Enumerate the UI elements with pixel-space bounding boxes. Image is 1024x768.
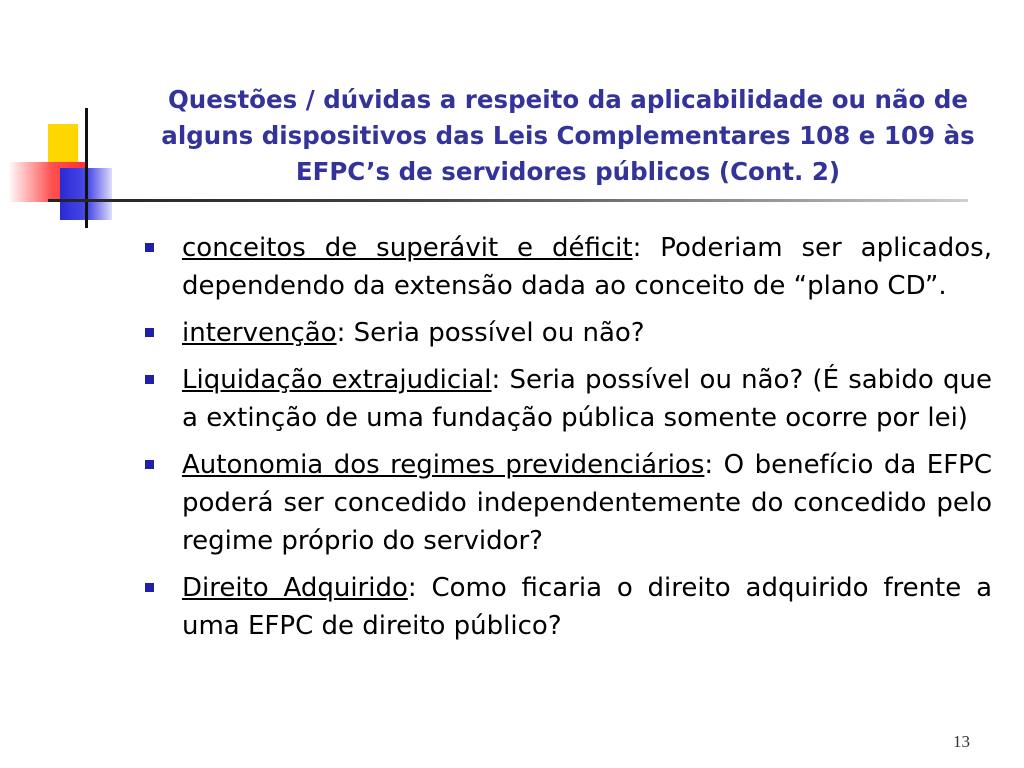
item-text	[182, 314, 992, 352]
item-description: : Seria possível ou não? (É sabido que a extinção de uma fundação pública somente ocorre por lei)	[182, 365, 992, 433]
list-item	[140, 229, 992, 305]
item-term: Liquidação extrajudicial	[182, 365, 492, 395]
bullet-square-icon	[145, 375, 154, 384]
page-number: 13	[953, 732, 970, 751]
item-term: Autonomia dos regimes previdenciários	[182, 450, 705, 480]
bullet-square-icon	[145, 583, 154, 592]
logo-vertical-line	[85, 108, 88, 228]
bullet-square-icon	[145, 328, 154, 337]
item-term: Direito Adquirido	[182, 573, 408, 603]
item-term: intervenção	[182, 318, 337, 348]
item-description: : Poderiam ser aplicados, dependendo da extensão dada ao conceito de “plano CD”.	[182, 233, 992, 301]
item-text	[182, 361, 992, 437]
list-item	[140, 314, 992, 352]
logo-yellow-square	[48, 124, 78, 162]
item-text	[182, 229, 992, 305]
slide-title: Questões / dúvidas a respeito da aplicabilidade ou não de alguns dispositivos das Leis Complementares 108 e 109 às EFPC’s de servidores públicos (Cont. 2)	[161, 85, 975, 186]
list-item	[140, 569, 992, 645]
title-underline-rule	[48, 199, 968, 202]
bullet-list	[140, 229, 992, 654]
item-description: : Seria possível ou não?	[336, 318, 645, 348]
item-text	[182, 446, 992, 560]
list-item	[140, 361, 992, 437]
item-text	[182, 569, 992, 645]
bullet-square-icon	[145, 243, 154, 252]
item-description: : Como ficaria o direito adquirido frente a uma EFPC de direito público?	[182, 573, 992, 641]
bullet-square-icon	[145, 460, 154, 469]
item-term: conceitos de superávit e déficit	[182, 233, 633, 263]
item-description: : O benefício da EFPC poderá ser concedido independentemente do concedido pelo regime próprio do servidor?	[182, 450, 992, 556]
list-item	[140, 446, 992, 560]
